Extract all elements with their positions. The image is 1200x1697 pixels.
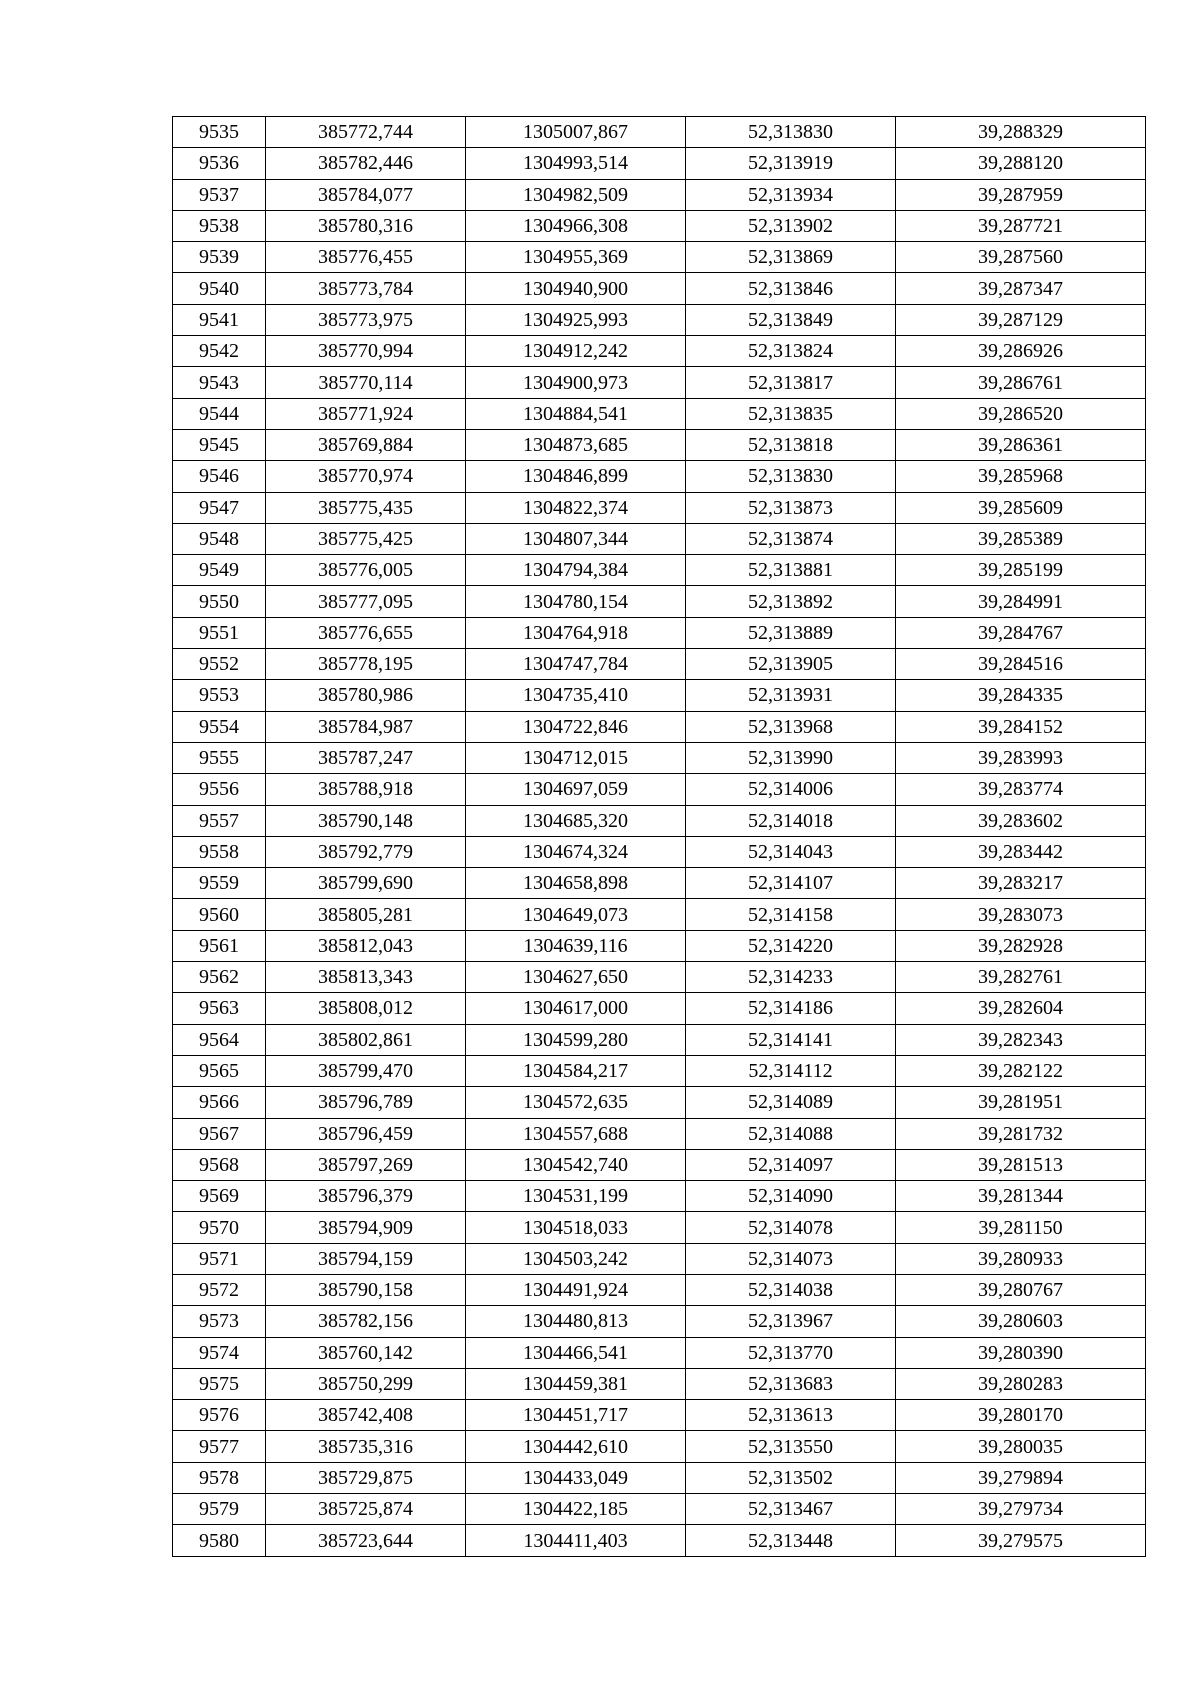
table-row: [173, 617, 1146, 648]
point-number-cell: 9536: [173, 148, 266, 179]
longitude-cell: 39,279734: [896, 1494, 1146, 1525]
table-row: [173, 1274, 1146, 1305]
longitude-cell: 39,285389: [896, 523, 1146, 554]
longitude-cell: 39,280170: [896, 1400, 1146, 1431]
x-coordinate-cell: 385735,316: [266, 1431, 466, 1462]
table-row: [173, 210, 1146, 241]
y-coordinate-cell: 1304966,308: [466, 210, 686, 241]
y-coordinate-cell: 1304451,717: [466, 1400, 686, 1431]
y-coordinate-cell: 1304422,185: [466, 1494, 686, 1525]
latitude-cell: 52,314220: [686, 930, 896, 961]
point-number-cell: 9562: [173, 962, 266, 993]
point-number-cell: 9550: [173, 586, 266, 617]
latitude-cell: 52,314089: [686, 1087, 896, 1118]
y-coordinate-cell: 1304433,049: [466, 1462, 686, 1493]
y-coordinate-cell: 1304572,635: [466, 1087, 686, 1118]
point-number-cell: 9553: [173, 680, 266, 711]
x-coordinate-cell: 385776,455: [266, 242, 466, 273]
x-coordinate-cell: 385794,909: [266, 1212, 466, 1243]
x-coordinate-cell: 385799,690: [266, 868, 466, 899]
point-number-cell: 9558: [173, 836, 266, 867]
table-row: [173, 398, 1146, 429]
longitude-cell: 39,285968: [896, 461, 1146, 492]
latitude-cell: 52,313931: [686, 680, 896, 711]
x-coordinate-cell: 385770,974: [266, 461, 466, 492]
latitude-cell: 52,314088: [686, 1118, 896, 1149]
latitude-cell: 52,313502: [686, 1462, 896, 1493]
table-row: [173, 1055, 1146, 1086]
latitude-cell: 52,313902: [686, 210, 896, 241]
point-number-cell: 9564: [173, 1024, 266, 1055]
table-row: [173, 1024, 1146, 1055]
x-coordinate-cell: 385790,158: [266, 1274, 466, 1305]
longitude-cell: 39,286520: [896, 398, 1146, 429]
x-coordinate-cell: 385723,644: [266, 1525, 466, 1556]
longitude-cell: 39,284767: [896, 617, 1146, 648]
point-number-cell: 9575: [173, 1368, 266, 1399]
table-row: [173, 492, 1146, 523]
y-coordinate-cell: 1304685,320: [466, 805, 686, 836]
latitude-cell: 52,313905: [686, 649, 896, 680]
table-row: [173, 899, 1146, 930]
point-number-cell: 9554: [173, 711, 266, 742]
longitude-cell: 39,281513: [896, 1149, 1146, 1180]
longitude-cell: 39,281150: [896, 1212, 1146, 1243]
x-coordinate-cell: 385760,142: [266, 1337, 466, 1368]
x-coordinate-cell: 385776,655: [266, 617, 466, 648]
point-number-cell: 9549: [173, 555, 266, 586]
x-coordinate-cell: 385771,924: [266, 398, 466, 429]
point-number-cell: 9565: [173, 1055, 266, 1086]
x-coordinate-cell: 385773,784: [266, 273, 466, 304]
point-number-cell: 9547: [173, 492, 266, 523]
x-coordinate-cell: 385784,987: [266, 711, 466, 742]
longitude-cell: 39,287129: [896, 304, 1146, 335]
longitude-cell: 39,287560: [896, 242, 1146, 273]
x-coordinate-cell: 385782,446: [266, 148, 466, 179]
y-coordinate-cell: 1304712,015: [466, 742, 686, 773]
point-number-cell: 9569: [173, 1181, 266, 1212]
point-number-cell: 9537: [173, 179, 266, 210]
x-coordinate-cell: 385777,095: [266, 586, 466, 617]
x-coordinate-cell: 385802,861: [266, 1024, 466, 1055]
latitude-cell: 52,314158: [686, 899, 896, 930]
table-row: [173, 1368, 1146, 1399]
y-coordinate-cell: 1304873,685: [466, 429, 686, 460]
latitude-cell: 52,313830: [686, 117, 896, 148]
longitude-cell: 39,283217: [896, 868, 1146, 899]
table-row: [173, 774, 1146, 805]
x-coordinate-cell: 385775,425: [266, 523, 466, 554]
point-number-cell: 9559: [173, 868, 266, 899]
table-row: [173, 868, 1146, 899]
x-coordinate-cell: 385796,789: [266, 1087, 466, 1118]
x-coordinate-cell: 385794,159: [266, 1243, 466, 1274]
x-coordinate-cell: 385776,005: [266, 555, 466, 586]
y-coordinate-cell: 1304925,993: [466, 304, 686, 335]
table-row: [173, 586, 1146, 617]
table-row: [173, 930, 1146, 961]
latitude-cell: 52,313467: [686, 1494, 896, 1525]
y-coordinate-cell: 1304900,973: [466, 367, 686, 398]
latitude-cell: 52,314006: [686, 774, 896, 805]
longitude-cell: 39,282928: [896, 930, 1146, 961]
y-coordinate-cell: 1304993,514: [466, 148, 686, 179]
point-number-cell: 9568: [173, 1149, 266, 1180]
point-number-cell: 9580: [173, 1525, 266, 1556]
y-coordinate-cell: 1304480,813: [466, 1306, 686, 1337]
x-coordinate-cell: 385782,156: [266, 1306, 466, 1337]
longitude-cell: 39,286926: [896, 336, 1146, 367]
x-coordinate-cell: 385799,470: [266, 1055, 466, 1086]
longitude-cell: 39,287959: [896, 179, 1146, 210]
point-number-cell: 9538: [173, 210, 266, 241]
table-row: [173, 367, 1146, 398]
x-coordinate-cell: 385808,012: [266, 993, 466, 1024]
latitude-cell: 52,313968: [686, 711, 896, 742]
longitude-cell: 39,284335: [896, 680, 1146, 711]
table-row: [173, 1462, 1146, 1493]
latitude-cell: 52,313889: [686, 617, 896, 648]
latitude-cell: 52,313770: [686, 1337, 896, 1368]
latitude-cell: 52,314097: [686, 1149, 896, 1180]
y-coordinate-cell: 1304940,900: [466, 273, 686, 304]
y-coordinate-cell: 1304459,381: [466, 1368, 686, 1399]
x-coordinate-cell: 385813,343: [266, 962, 466, 993]
point-number-cell: 9574: [173, 1337, 266, 1368]
y-coordinate-cell: 1304542,740: [466, 1149, 686, 1180]
y-coordinate-cell: 1304627,650: [466, 962, 686, 993]
y-coordinate-cell: 1305007,867: [466, 117, 686, 148]
latitude-cell: 52,314038: [686, 1274, 896, 1305]
table-row: [173, 273, 1146, 304]
table-row: [173, 523, 1146, 554]
table-row: [173, 1431, 1146, 1462]
latitude-cell: 52,313830: [686, 461, 896, 492]
x-coordinate-cell: 385772,744: [266, 117, 466, 148]
latitude-cell: 52,313613: [686, 1400, 896, 1431]
y-coordinate-cell: 1304649,073: [466, 899, 686, 930]
latitude-cell: 52,313835: [686, 398, 896, 429]
table-row: [173, 1400, 1146, 1431]
latitude-cell: 52,313817: [686, 367, 896, 398]
x-coordinate-cell: 385742,408: [266, 1400, 466, 1431]
x-coordinate-cell: 385729,875: [266, 1462, 466, 1493]
point-number-cell: 9563: [173, 993, 266, 1024]
latitude-cell: 52,313550: [686, 1431, 896, 1462]
table-row: [173, 1181, 1146, 1212]
longitude-cell: 39,288329: [896, 117, 1146, 148]
table-row: [173, 836, 1146, 867]
table-row: [173, 1243, 1146, 1274]
longitude-cell: 39,280390: [896, 1337, 1146, 1368]
point-number-cell: 9541: [173, 304, 266, 335]
point-number-cell: 9548: [173, 523, 266, 554]
x-coordinate-cell: 385770,994: [266, 336, 466, 367]
y-coordinate-cell: 1304557,688: [466, 1118, 686, 1149]
x-coordinate-cell: 385805,281: [266, 899, 466, 930]
latitude-cell: 52,314018: [686, 805, 896, 836]
longitude-cell: 39,280933: [896, 1243, 1146, 1274]
point-number-cell: 9577: [173, 1431, 266, 1462]
point-number-cell: 9556: [173, 774, 266, 805]
point-number-cell: 9570: [173, 1212, 266, 1243]
point-number-cell: 9557: [173, 805, 266, 836]
y-coordinate-cell: 1304982,509: [466, 179, 686, 210]
table-row: [173, 179, 1146, 210]
latitude-cell: 52,313934: [686, 179, 896, 210]
longitude-cell: 39,280603: [896, 1306, 1146, 1337]
latitude-cell: 52,313892: [686, 586, 896, 617]
x-coordinate-cell: 385796,379: [266, 1181, 466, 1212]
point-number-cell: 9545: [173, 429, 266, 460]
latitude-cell: 52,313967: [686, 1306, 896, 1337]
latitude-cell: 52,314043: [686, 836, 896, 867]
table-row: [173, 711, 1146, 742]
table-row: [173, 1494, 1146, 1525]
x-coordinate-cell: 385780,986: [266, 680, 466, 711]
latitude-cell: 52,314141: [686, 1024, 896, 1055]
longitude-cell: 39,280767: [896, 1274, 1146, 1305]
table-row: [173, 1337, 1146, 1368]
y-coordinate-cell: 1304780,154: [466, 586, 686, 617]
x-coordinate-cell: 385780,316: [266, 210, 466, 241]
y-coordinate-cell: 1304807,344: [466, 523, 686, 554]
y-coordinate-cell: 1304822,374: [466, 492, 686, 523]
latitude-cell: 52,314090: [686, 1181, 896, 1212]
y-coordinate-cell: 1304411,403: [466, 1525, 686, 1556]
longitude-cell: 39,283073: [896, 899, 1146, 930]
latitude-cell: 52,313919: [686, 148, 896, 179]
y-coordinate-cell: 1304466,541: [466, 1337, 686, 1368]
longitude-cell: 39,280283: [896, 1368, 1146, 1399]
table-row: [173, 429, 1146, 460]
y-coordinate-cell: 1304617,000: [466, 993, 686, 1024]
y-coordinate-cell: 1304584,217: [466, 1055, 686, 1086]
table-row: [173, 1149, 1146, 1180]
x-coordinate-cell: 385775,435: [266, 492, 466, 523]
table-row: [173, 148, 1146, 179]
x-coordinate-cell: 385750,299: [266, 1368, 466, 1399]
latitude-cell: 52,313818: [686, 429, 896, 460]
latitude-cell: 52,314073: [686, 1243, 896, 1274]
longitude-cell: 39,284991: [896, 586, 1146, 617]
table-row: [173, 336, 1146, 367]
latitude-cell: 52,313849: [686, 304, 896, 335]
point-number-cell: 9576: [173, 1400, 266, 1431]
table-row: [173, 555, 1146, 586]
y-coordinate-cell: 1304674,324: [466, 836, 686, 867]
y-coordinate-cell: 1304658,898: [466, 868, 686, 899]
table-row: [173, 1212, 1146, 1243]
y-coordinate-cell: 1304735,410: [466, 680, 686, 711]
x-coordinate-cell: 385769,884: [266, 429, 466, 460]
longitude-cell: 39,281344: [896, 1181, 1146, 1212]
table-row: [173, 649, 1146, 680]
table-row: [173, 742, 1146, 773]
x-coordinate-cell: 385778,195: [266, 649, 466, 680]
y-coordinate-cell: 1304955,369: [466, 242, 686, 273]
longitude-cell: 39,284152: [896, 711, 1146, 742]
x-coordinate-cell: 385812,043: [266, 930, 466, 961]
x-coordinate-cell: 385787,247: [266, 742, 466, 773]
table-row: [173, 1306, 1146, 1337]
x-coordinate-cell: 385788,918: [266, 774, 466, 805]
point-number-cell: 9578: [173, 1462, 266, 1493]
coordinates-table-body: [173, 117, 1146, 1557]
x-coordinate-cell: 385773,975: [266, 304, 466, 335]
y-coordinate-cell: 1304491,924: [466, 1274, 686, 1305]
latitude-cell: 52,313874: [686, 523, 896, 554]
table-row: [173, 962, 1146, 993]
y-coordinate-cell: 1304599,280: [466, 1024, 686, 1055]
y-coordinate-cell: 1304722,846: [466, 711, 686, 742]
point-number-cell: 9579: [173, 1494, 266, 1525]
x-coordinate-cell: 385792,779: [266, 836, 466, 867]
longitude-cell: 39,286361: [896, 429, 1146, 460]
y-coordinate-cell: 1304697,059: [466, 774, 686, 805]
latitude-cell: 52,313869: [686, 242, 896, 273]
table-row: [173, 461, 1146, 492]
y-coordinate-cell: 1304639,116: [466, 930, 686, 961]
table-row: [173, 1525, 1146, 1556]
longitude-cell: 39,285609: [896, 492, 1146, 523]
y-coordinate-cell: 1304884,541: [466, 398, 686, 429]
point-number-cell: 9560: [173, 899, 266, 930]
latitude-cell: 52,314112: [686, 1055, 896, 1086]
latitude-cell: 52,314107: [686, 868, 896, 899]
latitude-cell: 52,313873: [686, 492, 896, 523]
longitude-cell: 39,283442: [896, 836, 1146, 867]
coordinates-table: [172, 116, 1146, 1557]
point-number-cell: 9544: [173, 398, 266, 429]
point-number-cell: 9573: [173, 1306, 266, 1337]
longitude-cell: 39,281951: [896, 1087, 1146, 1118]
latitude-cell: 52,313846: [686, 273, 896, 304]
point-number-cell: 9543: [173, 367, 266, 398]
point-number-cell: 9567: [173, 1118, 266, 1149]
table-row: [173, 304, 1146, 335]
latitude-cell: 52,313881: [686, 555, 896, 586]
latitude-cell: 52,313824: [686, 336, 896, 367]
latitude-cell: 52,313990: [686, 742, 896, 773]
longitude-cell: 39,282122: [896, 1055, 1146, 1086]
y-coordinate-cell: 1304518,033: [466, 1212, 686, 1243]
table-row: [173, 1087, 1146, 1118]
y-coordinate-cell: 1304846,899: [466, 461, 686, 492]
y-coordinate-cell: 1304912,242: [466, 336, 686, 367]
x-coordinate-cell: 385796,459: [266, 1118, 466, 1149]
y-coordinate-cell: 1304442,610: [466, 1431, 686, 1462]
latitude-cell: 52,314078: [686, 1212, 896, 1243]
x-coordinate-cell: 385790,148: [266, 805, 466, 836]
longitude-cell: 39,285199: [896, 555, 1146, 586]
longitude-cell: 39,287347: [896, 273, 1146, 304]
longitude-cell: 39,279575: [896, 1525, 1146, 1556]
point-number-cell: 9552: [173, 649, 266, 680]
longitude-cell: 39,280035: [896, 1431, 1146, 1462]
point-number-cell: 9539: [173, 242, 266, 273]
latitude-cell: 52,314233: [686, 962, 896, 993]
latitude-cell: 52,313448: [686, 1525, 896, 1556]
longitude-cell: 39,283993: [896, 742, 1146, 773]
longitude-cell: 39,283774: [896, 774, 1146, 805]
x-coordinate-cell: 385770,114: [266, 367, 466, 398]
longitude-cell: 39,281732: [896, 1118, 1146, 1149]
latitude-cell: 52,314186: [686, 993, 896, 1024]
point-number-cell: 9561: [173, 930, 266, 961]
longitude-cell: 39,282343: [896, 1024, 1146, 1055]
point-number-cell: 9535: [173, 117, 266, 148]
y-coordinate-cell: 1304503,242: [466, 1243, 686, 1274]
point-number-cell: 9542: [173, 336, 266, 367]
point-number-cell: 9546: [173, 461, 266, 492]
point-number-cell: 9571: [173, 1243, 266, 1274]
table-row: [173, 680, 1146, 711]
y-coordinate-cell: 1304747,784: [466, 649, 686, 680]
point-number-cell: 9572: [173, 1274, 266, 1305]
longitude-cell: 39,279894: [896, 1462, 1146, 1493]
x-coordinate-cell: 385784,077: [266, 179, 466, 210]
table-row: [173, 242, 1146, 273]
longitude-cell: 39,288120: [896, 148, 1146, 179]
table-row: [173, 805, 1146, 836]
table-row: [173, 993, 1146, 1024]
y-coordinate-cell: 1304531,199: [466, 1181, 686, 1212]
longitude-cell: 39,287721: [896, 210, 1146, 241]
longitude-cell: 39,284516: [896, 649, 1146, 680]
x-coordinate-cell: 385797,269: [266, 1149, 466, 1180]
latitude-cell: 52,313683: [686, 1368, 896, 1399]
point-number-cell: 9555: [173, 742, 266, 773]
y-coordinate-cell: 1304764,918: [466, 617, 686, 648]
table-row: [173, 117, 1146, 148]
longitude-cell: 39,282604: [896, 993, 1146, 1024]
y-coordinate-cell: 1304794,384: [466, 555, 686, 586]
point-number-cell: 9540: [173, 273, 266, 304]
table-row: [173, 1118, 1146, 1149]
longitude-cell: 39,282761: [896, 962, 1146, 993]
point-number-cell: 9551: [173, 617, 266, 648]
x-coordinate-cell: 385725,874: [266, 1494, 466, 1525]
longitude-cell: 39,286761: [896, 367, 1146, 398]
longitude-cell: 39,283602: [896, 805, 1146, 836]
point-number-cell: 9566: [173, 1087, 266, 1118]
